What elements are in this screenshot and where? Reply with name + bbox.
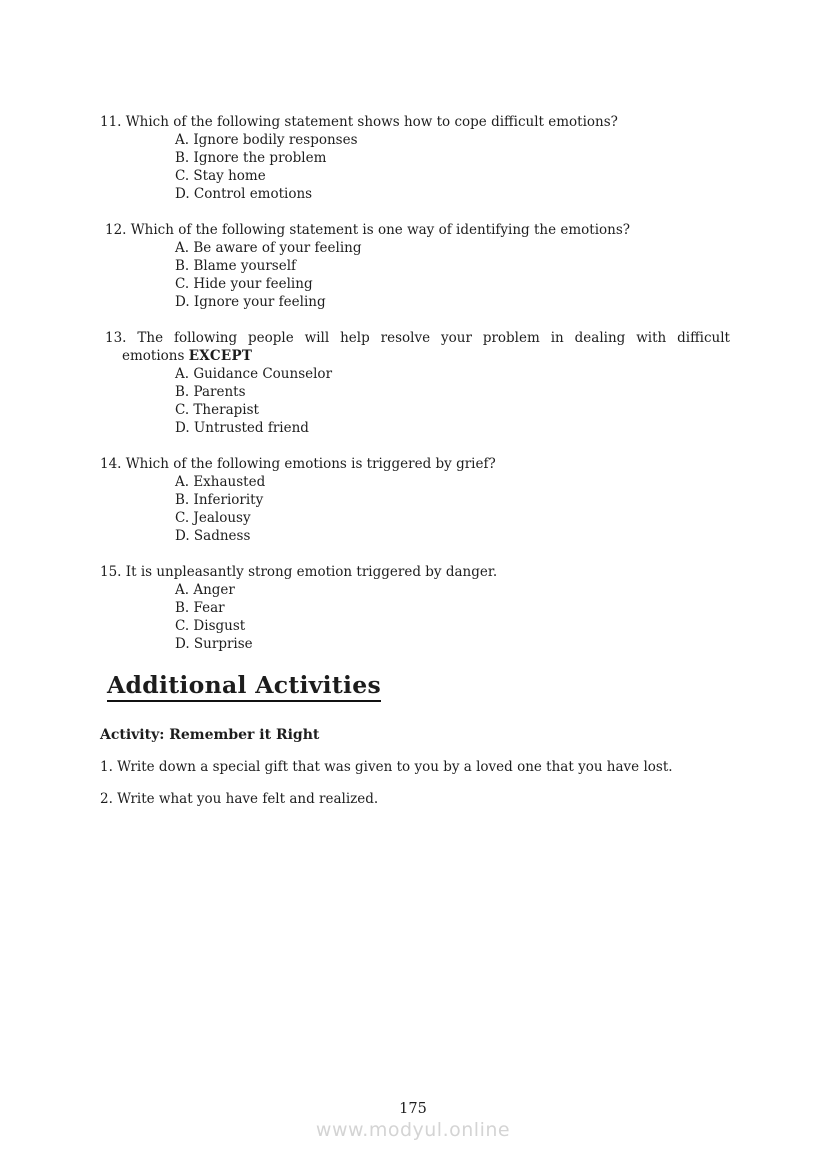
question-number: 15. (100, 564, 122, 580)
question-14-option-b: B. Inferiority (175, 492, 264, 508)
question-13-text-line1 (105, 329, 730, 347)
question-number: 11. (100, 114, 122, 130)
question-12-option-b: B. Blame yourself (175, 258, 297, 274)
question-13-option-c: C. Therapist (175, 402, 259, 418)
question-12-option-a: A. Be aware of your feeling (175, 240, 362, 256)
question-11-option-b: B. Ignore the problem (175, 150, 327, 166)
question-11 (100, 113, 730, 203)
question-11-option-d: D. Control emotions (175, 186, 313, 202)
question-text: Which of the following statement is one way of identifying the emotions? (130, 222, 631, 238)
question-11-option-a: A. Ignore bodily responses (175, 132, 358, 148)
question-11-option-c: C. Stay home (175, 168, 266, 184)
question-14-text (100, 455, 730, 473)
question-number: 14. (100, 456, 122, 472)
section-heading-text: Additional Activities (107, 671, 381, 702)
question-15-option-c: C. Disgust (175, 618, 246, 634)
watermark-text: www.modyul.online (315, 1119, 511, 1141)
activity-instruction-1: 1. Write down a special gift that was given to you by a loved one that you have lost. (100, 759, 673, 775)
question-12-option-d: D. Ignore your feeling (175, 294, 326, 310)
question-text-emphasis: EXCEPT (188, 348, 253, 364)
question-text-continued: emotions (122, 348, 185, 364)
question-14 (100, 455, 730, 545)
question-text: Which of the following statement shows how to cope difficult emotions? (125, 114, 618, 130)
page-content (100, 113, 730, 808)
question-text: The following people will help resolve your problem in dealing with difficult (137, 330, 730, 346)
question-15 (100, 563, 730, 653)
question-text: It is unpleasantly strong emotion triggered by danger. (125, 564, 498, 580)
activity-instruction-2: 2. Write what you have felt and realized. (100, 791, 379, 807)
question-12-option-c: C. Hide your feeling (175, 276, 313, 292)
question-13-option-a: A. Guidance Counselor (175, 366, 333, 382)
question-15-text (100, 563, 730, 581)
question-11-text (100, 113, 730, 131)
question-13 (100, 329, 730, 437)
question-14-option-c: C. Jealousy (175, 510, 251, 526)
question-14-option-a: A. Exhausted (175, 474, 266, 490)
page-number: 175 (399, 1101, 427, 1117)
question-15-option-a: A. Anger (175, 582, 235, 598)
activity-title: Activity: Remember it Right (100, 727, 320, 743)
question-number: 12. (105, 222, 127, 238)
question-15-option-d: D. Surprise (175, 636, 253, 652)
question-text: Which of the following emotions is triggered by grief? (125, 456, 496, 472)
section-heading-additional-activities (107, 671, 730, 700)
question-number: 13. (105, 330, 127, 346)
question-15-option-b: B. Fear (175, 600, 225, 616)
question-13-option-b: B. Parents (175, 384, 246, 400)
question-12-text (105, 221, 730, 239)
question-13-option-d: D. Untrusted friend (175, 420, 309, 436)
question-13-text-line2 (100, 347, 730, 365)
question-14-option-d: D. Sadness (175, 528, 251, 544)
question-12 (100, 221, 730, 311)
